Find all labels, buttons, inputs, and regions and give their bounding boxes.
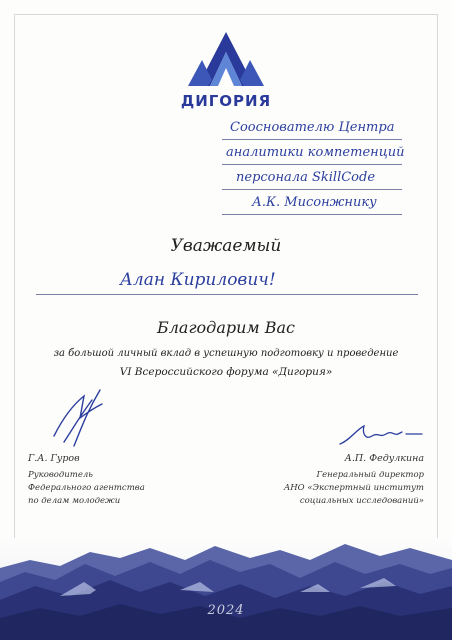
salutation: Уважаемый	[170, 236, 282, 256]
right-signatory	[254, 452, 424, 508]
addressee-line-3: персонала SkillCode	[236, 170, 376, 185]
mountain-landscape-banner	[0, 538, 452, 640]
left-signature-scribble	[44, 386, 114, 450]
right-signatory-position-3: социальных исследований»	[299, 496, 424, 507]
underline-3	[222, 189, 402, 190]
addressee-line-4: А.К. Мисонжнику	[252, 195, 377, 210]
underline-2	[222, 164, 402, 165]
recipient-name: Алан Кирилович!	[120, 270, 276, 290]
brand-name: ДИГОРИЯ	[180, 92, 272, 110]
left-signatory-position-3: по делам молодежи	[28, 496, 121, 507]
underline-1	[222, 139, 402, 140]
addressee-line-2: аналитики компетенций	[226, 145, 405, 160]
left-signatory-name: Г.А. Гуров	[28, 453, 80, 464]
digoria-mountain-logo-icon	[188, 28, 264, 90]
right-signatory-position-1: Генеральный директор	[316, 469, 424, 480]
thanks-line-2: VI Всероссийского форума «Дигория»	[119, 366, 333, 378]
right-signature-scribble	[336, 420, 426, 450]
left-signatory-position-1: Руководитель	[28, 469, 93, 480]
thanks-line-1: за большой личный вклад в успешную подготовку и проведение	[53, 348, 399, 359]
left-signatory	[28, 452, 178, 508]
right-signatory-name: А.П. Федулкина	[344, 453, 424, 464]
underline-4	[222, 214, 402, 215]
footer-year: 2024	[207, 603, 245, 618]
name-underline	[36, 294, 418, 295]
thanks-heading: Благодарим Вас	[156, 318, 296, 337]
right-signatory-position-2: АНО «Экспертный институт	[283, 482, 424, 493]
left-signatory-position-2: Федерального агентства	[28, 482, 145, 493]
addressee-line-1: Сооснователю Центра	[230, 120, 395, 135]
